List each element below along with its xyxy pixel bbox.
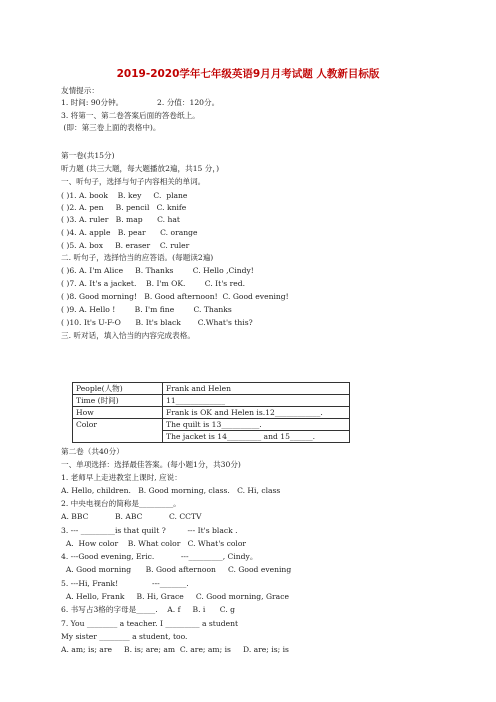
question-line: 1. 老师早上走进教室上课时, 应说： (61, 473, 182, 482)
answer-table (72, 382, 350, 443)
question-line: 5. ---Hi, Frank! ---_______. (61, 579, 189, 588)
question-line: ( )3. A. ruler B. map C. hat (61, 215, 180, 224)
part-heading: 一、单项选择：选择最佳答案。(每小题1分，共30分) (61, 460, 241, 469)
question-line: A. am; is; are B. is; are; am C. are; am; is D. are; is; is (61, 645, 289, 654)
question-line: ( )2. A. pen B. pencil C. knife (61, 203, 187, 212)
question-line: 7. You ________ a teacher. I _________ a student (61, 619, 239, 628)
question-line: ( )5. A. box B. eraser C. ruler (61, 241, 190, 250)
question-line: A. Hello, Frank B. Hi, Grace C. Good morning, Grace (61, 592, 289, 601)
question-line: My sister ________ a student, too. (61, 632, 188, 641)
tip-line: 1. 时间: 90分钟。 2. 分值：120分。 (61, 98, 220, 107)
table-row (73, 419, 350, 431)
tip-heading: 友情提示： (61, 86, 99, 95)
table-row (73, 407, 350, 419)
part-heading: 三. 听对话，填入恰当的内容完成表格。 (61, 331, 195, 340)
question-line: ( )7. A. It's a jacket. B. I'm OK. C. It's red. (61, 279, 245, 288)
part-heading: 二. 听句子，选择恰当的应答语。(每题读2遍) (61, 253, 214, 262)
listening-heading: 听力题 (共三大题，每大题播放2遍，共15 分，) (61, 164, 220, 173)
tip-line: 3. 将第一、第二卷答案后面的答卷纸上。 (61, 111, 200, 120)
table-cell: How (73, 407, 163, 419)
section-heading: 第二卷（共40分） (61, 447, 124, 456)
question-line: A. Good morning B. Good afternoon C. Good evening (61, 565, 292, 574)
section-heading: 第一卷(共15分) (61, 151, 115, 160)
table-cell: Frank and Helen (163, 383, 350, 395)
question-line: 2. 中央电视台的简称是_________。 (61, 499, 181, 508)
question-line: ( )9. A. Hello ! B. I'm fine C. Thanks (61, 305, 232, 314)
question-line: 4. ---Good evening, Eric. ---_________, Cindy。 (61, 552, 258, 561)
table-cell: The jacket is 14_________ and 15______. (163, 431, 350, 443)
question-line: 6. 书写占3格的字母是_____. A. f B. i C. g (61, 605, 236, 614)
question-line: 3. --- _________is that quilt ? --- It's black . (61, 526, 238, 535)
question-line: ( )1. A. book B. key C. plane (61, 191, 188, 200)
tip-line: (即：第三卷上面的表格中)。 (61, 123, 161, 132)
table-cell: Frank is OK and Helen is.12____________. (163, 407, 350, 419)
part-heading: 一、听句子，选择与句子内容相关的单词。 (61, 177, 206, 186)
question-line: ( )4. A. apple B. pear C. orange (61, 228, 198, 237)
table-cell: The quilt is 13__________. (163, 419, 350, 431)
table-cell: People(人物) (73, 383, 163, 395)
question-line: ( )10. It's U-F-O B. It's black C.What's this? (61, 318, 253, 327)
question-line: A. How color B. What color C. What's color (61, 539, 247, 548)
question-line: A. Hello, children. B. Good morning, class. C. Hi, class (61, 486, 281, 495)
table-cell: 11_____________ (163, 395, 350, 407)
question-line: A. BBC B. ABC C. CCTV (61, 512, 202, 521)
table-cell: Color (73, 419, 163, 443)
question-line: ( )8. Good morning! B. Good afternoon! C. Good evening! (61, 292, 289, 301)
table-row (73, 395, 350, 407)
page-title: 2019-2020学年七年级英语9月月考试题 人教新目标版 (116, 68, 380, 80)
table-cell: Time (时间) (73, 395, 163, 407)
table-row (73, 383, 350, 395)
question-line: ( )6. A. I'm Alice B. Thanks C. Hello ,Cindy! (61, 266, 254, 275)
